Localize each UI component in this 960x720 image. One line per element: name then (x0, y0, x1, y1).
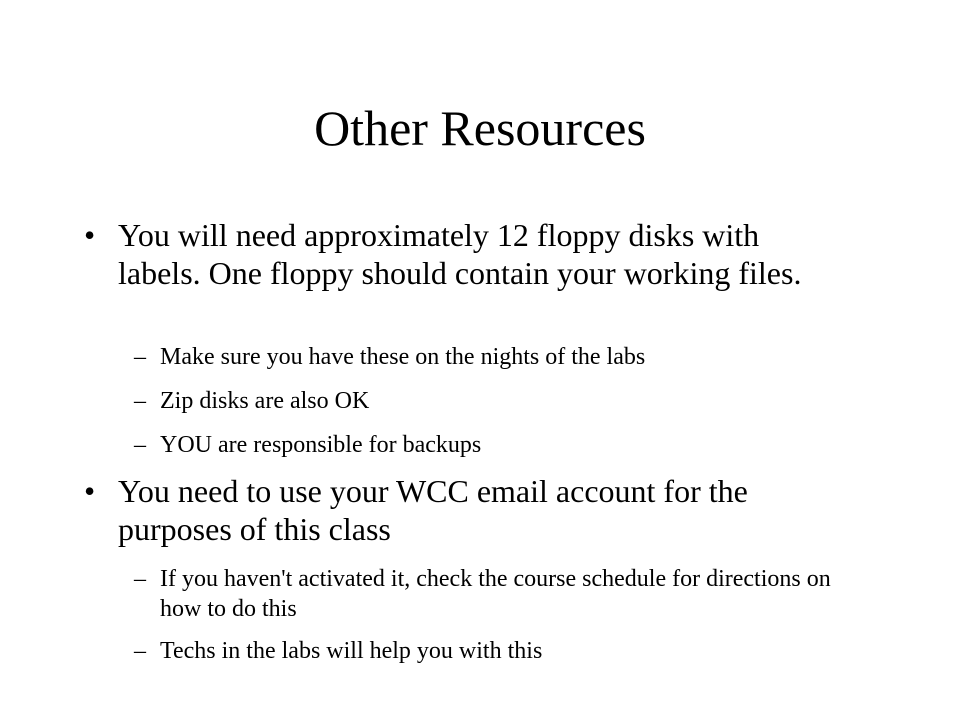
bullet-item (84, 472, 848, 548)
sub-bullet-marker: – (134, 432, 146, 458)
sub-bullet-text: Make sure you have these on the nights of the labs (160, 344, 646, 370)
sub-bullet-item (134, 342, 860, 372)
bullet-item (84, 216, 848, 292)
sub-bullet-item (134, 386, 860, 416)
sub-bullet-item (134, 430, 860, 460)
sub-bullet-text: Techs in the labs will help you with this (160, 638, 543, 664)
bullet-text: You will need approximately 12 floppy disks with labels. One floppy should contain your working files. (118, 217, 802, 291)
bullet-marker: • (84, 217, 96, 253)
bullet-marker: • (84, 473, 96, 509)
sub-bullet-text: If you haven't activated it, check the course schedule for directions on how to do this (160, 566, 831, 622)
sub-bullet-item (134, 636, 860, 666)
sub-bullet-marker: – (134, 344, 146, 370)
sub-bullet-text: YOU are responsible for backups (160, 432, 482, 458)
sub-bullet-marker: – (134, 566, 146, 592)
sub-bullet-marker: – (134, 638, 146, 664)
sub-bullet-text: Zip disks are also OK (160, 388, 370, 414)
sub-bullet-item (134, 564, 860, 624)
sub-bullet-marker: – (134, 388, 146, 414)
slide-title: Other Resources (314, 100, 646, 156)
bullet-text: You need to use your WCC email account for the purposes of this class (118, 473, 748, 547)
